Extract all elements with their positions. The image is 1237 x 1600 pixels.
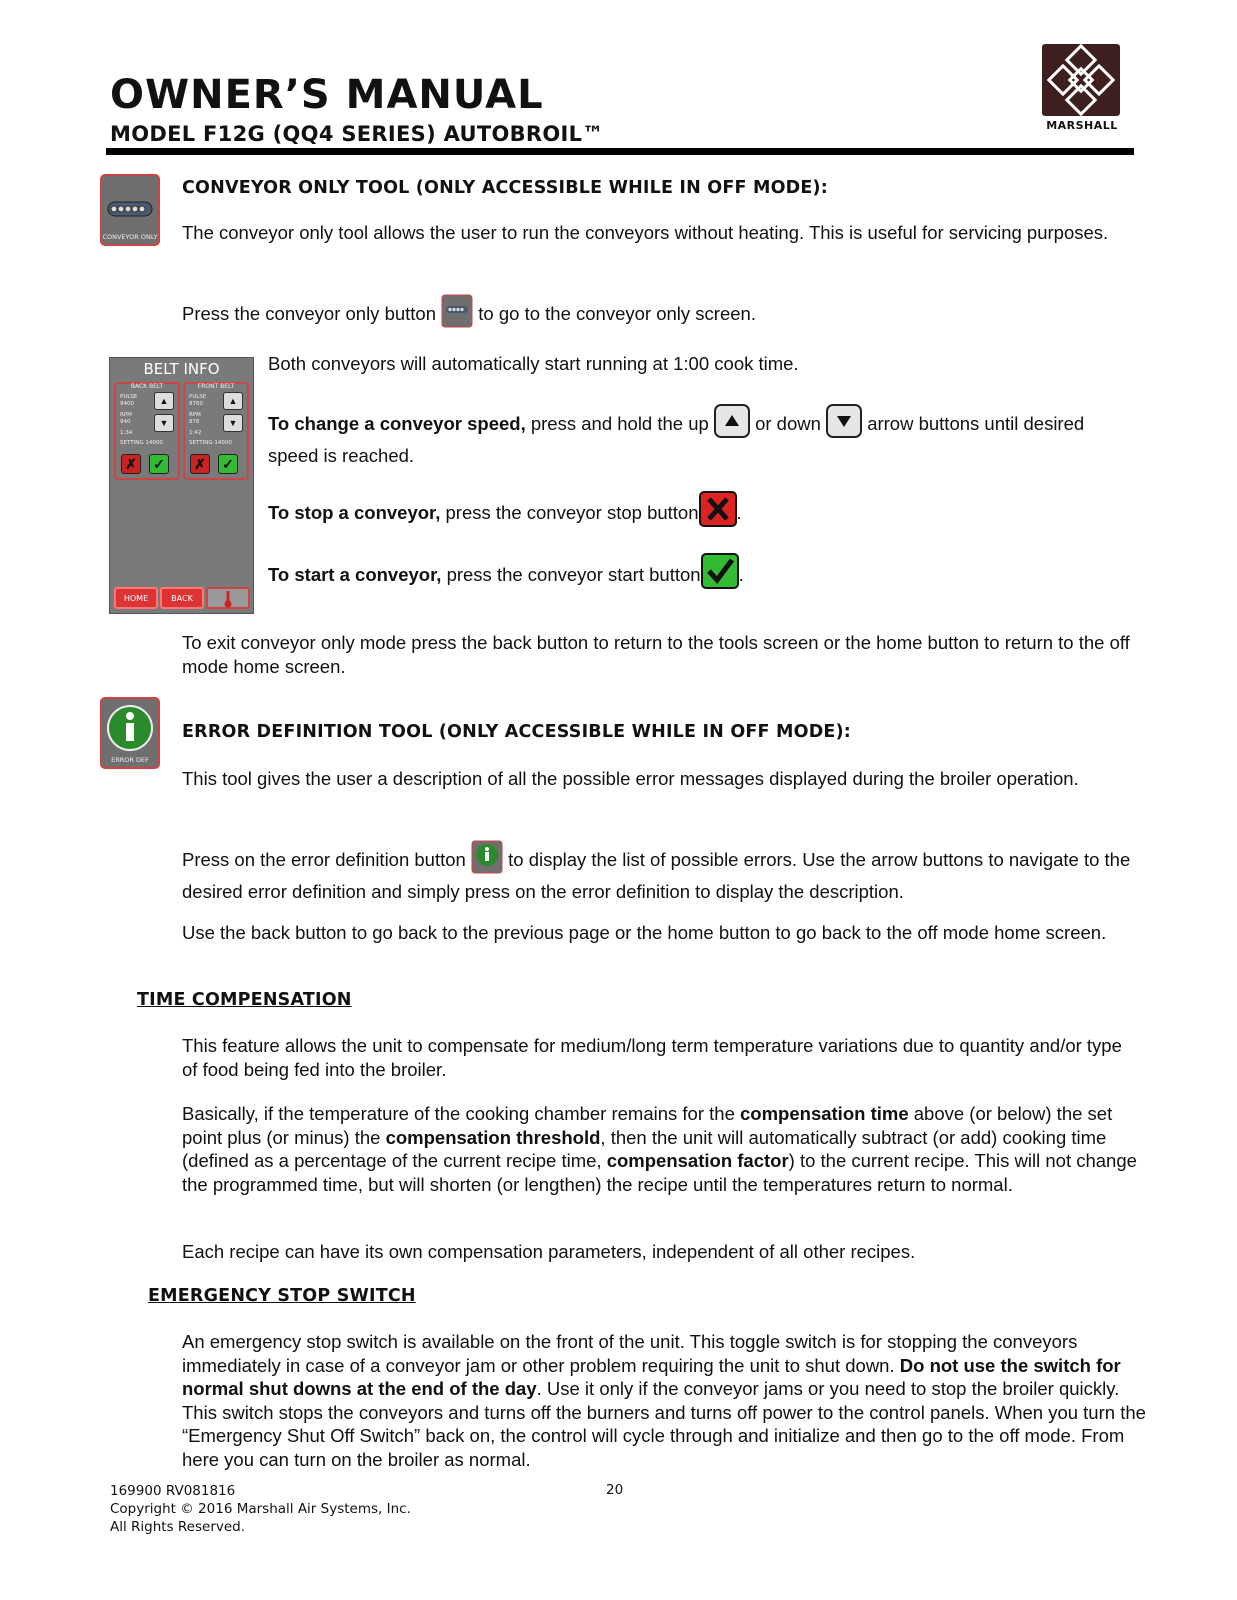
change-speed-a: press and hold the up — [530, 413, 709, 434]
time-comp-c: above (or below) the set point plus (or minus) the — [182, 1103, 1113, 1148]
compensation-factor-term: compensation factor — [606, 1150, 789, 1171]
back-belt-label: BACK BELT — [130, 383, 164, 390]
time-comp-e: ) to the current recipe. This will not change the programmed time, but will shorten (or lengthen) the recipe until the temperatures return to normal. — [182, 1150, 1137, 1195]
start-conveyor-bold: To start a conveyor, — [268, 564, 442, 585]
start-conveyor-a: press the conveyor start button — [446, 564, 701, 585]
thermometer-icon — [223, 590, 233, 608]
marshall-logo — [1042, 44, 1122, 139]
error-press-text — [182, 840, 1142, 903]
conveyor-press-text — [182, 294, 1142, 334]
emergency-a: An emergency stop switch is available on the front of the unit. This toggle switch is for stopping the conveyors immediately in case of a conveyor jam or other problem requiring the unit to shut down. — [182, 1331, 1078, 1376]
start-conveyor-text: To start a conveyor, press the conveyor start button . — [268, 553, 1138, 595]
belt-info-screen — [109, 357, 254, 614]
back-setting-value: SETTING 14000 — [120, 440, 163, 446]
conveyor-press-text-a: Press the conveyor only button — [182, 303, 437, 324]
front-belt-label: FRONT BELT — [197, 383, 235, 390]
front-stop-button[interactable]: ✗ — [190, 454, 210, 474]
front-down-arrow-button[interactable]: ▼ — [223, 414, 243, 432]
error-press-a: Press on the error definition button — [182, 849, 466, 870]
conveyor-only-button-icon — [441, 294, 473, 334]
up-arrow-icon — [714, 404, 750, 444]
belt-info-title: BELT INFO — [143, 360, 220, 378]
back-time-value: 1:34 — [120, 430, 133, 436]
home-button[interactable]: HOME — [114, 587, 158, 609]
document-number: 169900 RV081816 — [110, 1483, 236, 1499]
down-arrow-icon — [826, 404, 862, 444]
front-pulse-label: PULSE — [189, 394, 207, 400]
front-belt-group — [183, 382, 249, 480]
error-back-text: Use the back button to go back to the previous page or the home button to go back to the off mode home screen. — [182, 922, 1107, 943]
front-time-value: 1:42 — [189, 430, 202, 436]
time-compensation-heading: TIME COMPENSATION — [137, 990, 352, 1010]
time-comp-recipe-text: Each recipe can have its own compensation parameters, independent of all other recipes. — [182, 1241, 916, 1262]
conveyor-icon-caption: CONVEYOR ONLY — [102, 233, 158, 241]
error-definition-button-icon — [471, 840, 503, 880]
compensation-time-term: compensation time — [740, 1103, 909, 1124]
auto-start-text: Both conveyors will automatically start running at 1:00 cook time. — [268, 353, 799, 374]
stop-conveyor-a: press the conveyor stop button — [445, 502, 699, 523]
front-pulse-value: 8760 — [189, 401, 203, 407]
error-press-b: to display the list of possible errors. Use the arrow buttons to navigate to the desired error definition and simply press on the error definition to display the description. — [182, 849, 1131, 902]
error-intro-text: This tool gives the user a description of all the possible error messages displayed during the broiler operation. — [182, 768, 1079, 789]
change-speed-b: or down — [755, 413, 821, 434]
back-down-arrow-button[interactable]: ▼ — [154, 414, 174, 432]
conveyor-press-text-b: to go to the conveyor only screen. — [478, 303, 756, 324]
change-speed-text — [268, 404, 1138, 467]
stop-conveyor-bold: To stop a conveyor, — [268, 502, 441, 523]
back-rpm-label: RPM — [120, 412, 132, 418]
back-up-arrow-button[interactable]: ▲ — [154, 392, 174, 410]
front-rpm-value: 876 — [189, 419, 200, 425]
back-rpm-value: 940 — [120, 419, 131, 425]
emergency-stop-heading: EMERGENCY STOP SWITCH — [148, 1286, 416, 1306]
front-start-button[interactable]: ✓ — [218, 454, 238, 474]
back-start-button[interactable]: ✓ — [149, 454, 169, 474]
front-up-arrow-button[interactable]: ▲ — [223, 392, 243, 410]
manual-title: OWNER’S MANUAL — [110, 72, 544, 118]
error-icon-caption: ERROR DEF — [111, 756, 149, 764]
back-pulse-label: PULSE — [120, 394, 138, 400]
logo-emblem-icon — [1042, 44, 1120, 116]
conveyor-intro-text: The conveyor only tool allows the user to run the conveyors without heating. This is useful for servicing purposes. — [182, 222, 1109, 243]
back-button[interactable]: BACK — [160, 587, 204, 609]
logo-wordmark: MARSHALL — [1046, 119, 1118, 132]
thermometer-button[interactable] — [206, 587, 250, 609]
start-check-icon — [701, 553, 739, 595]
error-definition-tool-icon — [100, 697, 160, 769]
time-comp-detail-text — [182, 1102, 1147, 1196]
info-icon — [102, 701, 158, 757]
page-number: 20 — [606, 1482, 624, 1498]
change-speed-bold: To change a conveyor speed, — [268, 413, 526, 434]
back-pulse-value: 9400 — [120, 401, 134, 407]
exit-conveyor-text: To exit conveyor only mode press the back button to return to the tools screen or the home button to return to the off mode home screen. — [182, 632, 1130, 677]
front-rpm-label: RPM — [189, 412, 201, 418]
emergency-stop-text — [182, 1330, 1147, 1471]
front-setting-value: SETTING 14000 — [189, 440, 232, 446]
emergency-b: . Use it only if the conveyor jams or you need to stop the broiler quickly. This switch stops the conveyors and turns off the burners and turns off power to the control panels. When you turn the “Emergency Shut Off Switch” back on, the control will cycle through and initialize and then go to the off mode. From here you can turn on the broiler as normal. — [182, 1378, 1146, 1470]
time-comp-d: , then the unit will automatically subtract (or add) cooking time (defined as a percentage of the current recipe time, — [182, 1126, 1107, 1171]
error-tool-heading: ERROR DEFINITION TOOL (ONLY ACCESSIBLE WHILE IN OFF MODE): — [182, 722, 851, 742]
back-belt-group — [114, 382, 180, 480]
back-stop-button[interactable]: ✗ — [121, 454, 141, 474]
rights-notice: All Rights Reserved. — [110, 1519, 246, 1535]
emergency-warning-bold: Do not use the switch for normal shut downs at the end of the day — [182, 1354, 1121, 1399]
header-rule — [106, 148, 1134, 155]
conveyor-only-tool-icon — [100, 174, 160, 246]
time-comp-a: Basically, if the temperature of the cooking chamber remains for the — [182, 1103, 735, 1124]
time-comp-intro-text: This feature allows the unit to compensate for medium/long term temperature variations due to quantity and/or type of food being fed into the broiler. — [182, 1035, 1122, 1080]
copyright-notice: Copyright © 2016 Marshall Air Systems, Inc. — [110, 1501, 411, 1517]
compensation-threshold-term: compensation threshold — [385, 1126, 601, 1148]
conveyor-tool-heading: CONVEYOR ONLY TOOL (ONLY ACCESSIBLE WHILE IN OFF MODE): — [182, 178, 828, 198]
change-speed-c: arrow buttons until desired speed is reached. — [268, 413, 1085, 466]
stop-conveyor-text: To stop a conveyor, press the conveyor stop button . — [268, 491, 1138, 533]
stop-x-icon — [699, 491, 737, 533]
footer-block — [110, 1482, 411, 1536]
model-subtitle: MODEL F12G (QQ4 SERIES) AUTOBROIL™ — [110, 122, 604, 146]
